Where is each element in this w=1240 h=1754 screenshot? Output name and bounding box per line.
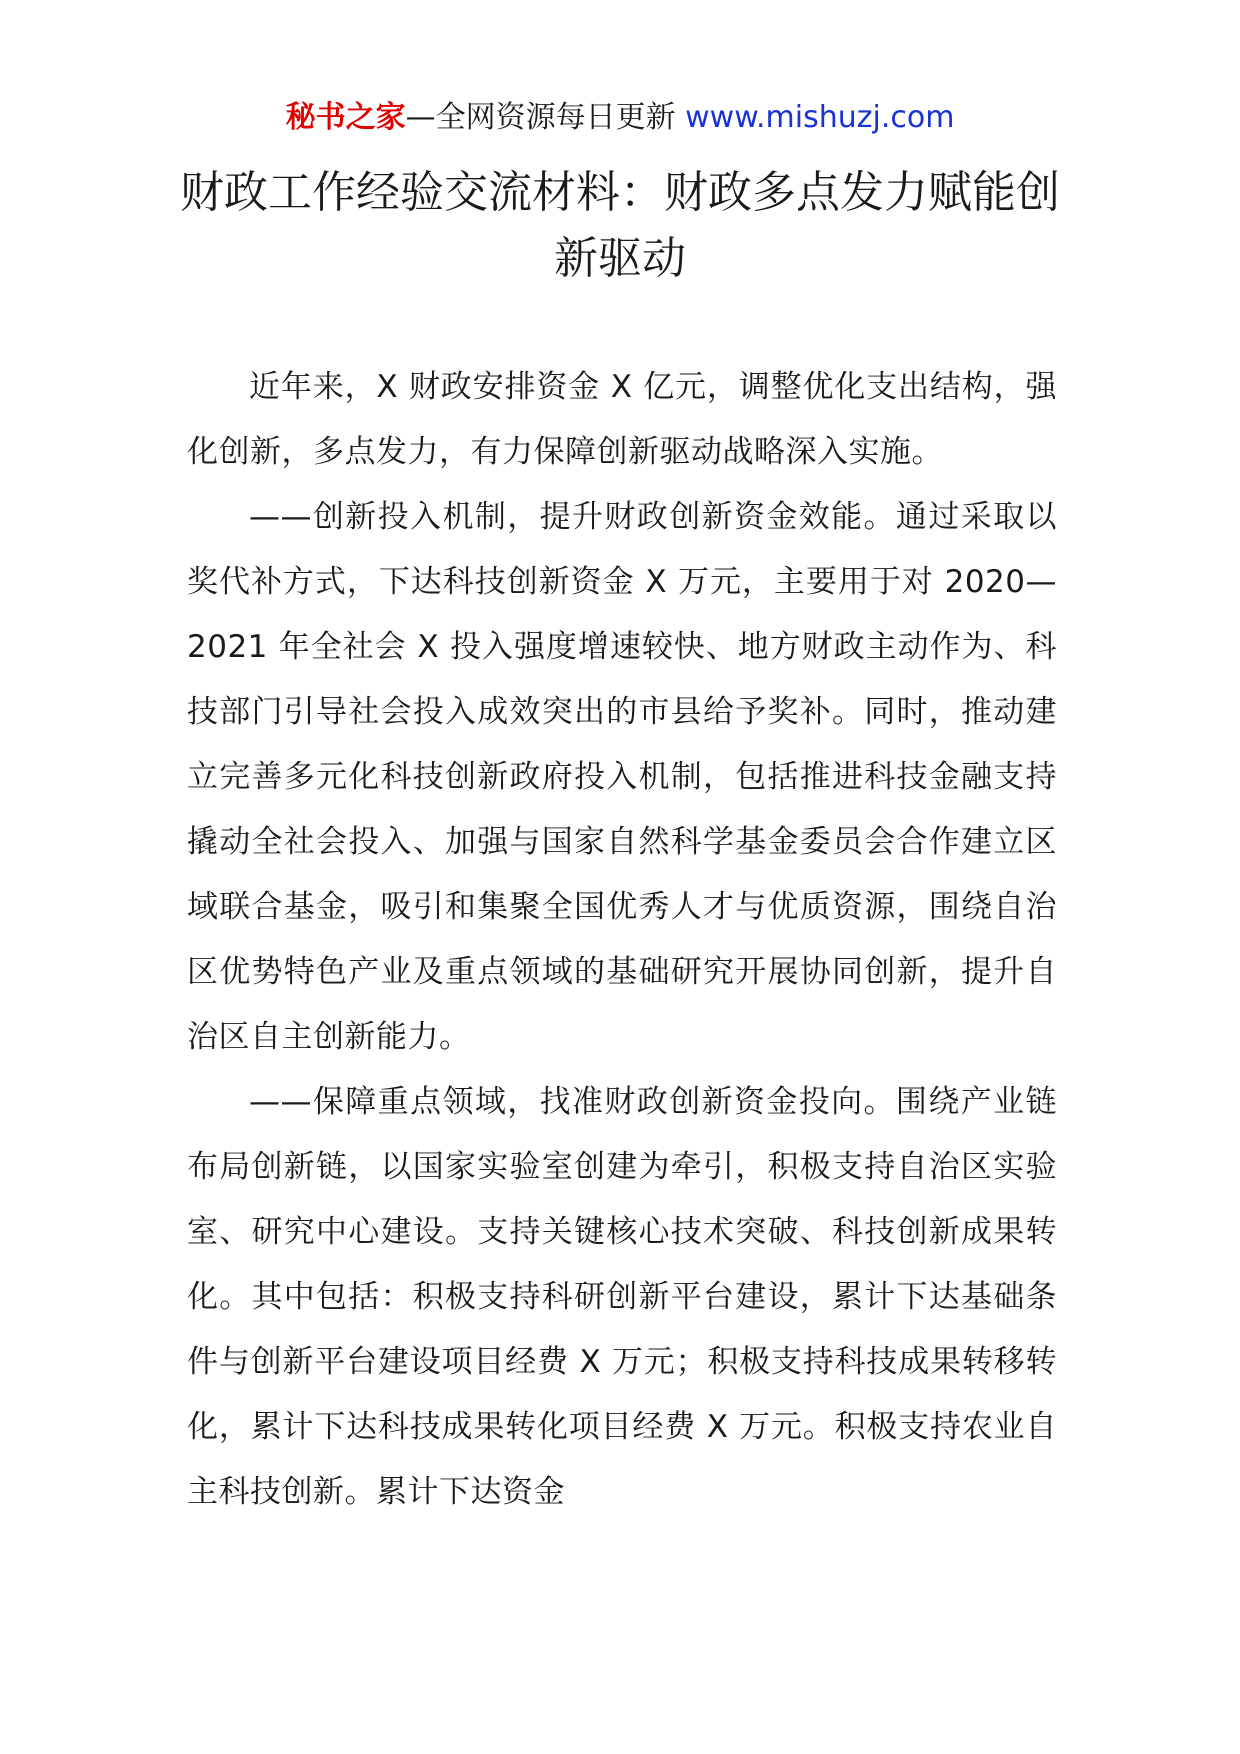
header-tagline: —全网资源每日更新 xyxy=(405,100,686,135)
document-body xyxy=(187,355,1057,1525)
brand-name: 秘书之家 xyxy=(285,100,406,135)
document-title: 财政工作经验交流材料：财政多点发力赋能创新驱动 xyxy=(180,167,1060,284)
paragraph-key-areas: ——保障重点领域，找准财政创新资金投向。围绕产业链布局创新链，以国家实验室创建为牵引，积极支持自治区实验室、研究中心建设。支持关键核心技术突破、科技创新成果转化。其中包括：积极支持科研创新平台建设，累计下达基础条件与创新平台建设项目经费 X 万元；积极支持科技成果转移转化，累计下达科技成果转化项目经费 X 万元。积极支持农业自主科技创新。累计下达资金 xyxy=(187,1084,1057,1510)
paragraph-intro: 近年来，X 财政安排资金 X 亿元，调整优化支出结构，强化创新，多点发力，有力保障创新驱动战略深入实施。 xyxy=(187,369,1057,470)
site-url-link[interactable]: www.mishuzj.com xyxy=(685,100,955,135)
site-header xyxy=(0,96,1240,140)
paragraph-investment-mechanism: ——创新投入机制，提升财政创新资金效能。通过采取以奖代补方式，下达科技创新资金 X 万元，主要用于对 2020—2021 年全社会 X 投入强度增速较快、地方财政主动作为、科技部门引导社会投入成效突出的市县给予奖补。同时，推动建立完善多元化科技创新政府投入机制，包括推进科技金融支持撬动全社会投入、加强与国家自然科学基金委员会合作建立区域联合基金，吸引和集聚全国优秀人才与优质资源，围绕自治区优势特色产业及重点领域的基础研究开展协同创新，提升自治区自主创新能力。 xyxy=(187,499,1057,1055)
